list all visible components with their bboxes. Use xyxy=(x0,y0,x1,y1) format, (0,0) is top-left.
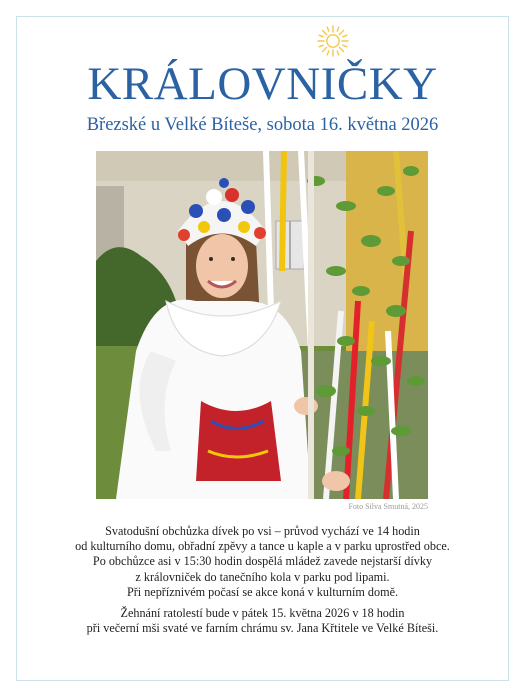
event-description xyxy=(0,524,525,636)
page-subtitle: Březské u Velké Bíteše, sobota 16. května 2026 xyxy=(86,115,439,135)
description-line: od kulturního domu, obřadní zpěvy a tance u kaple a v parku uprostřed obce. xyxy=(75,539,450,554)
photo-credit: Foto Silva Smutná, 2025 xyxy=(348,502,428,511)
sun-icon xyxy=(316,24,350,58)
description-line: z královniček do tanečního kola v parku pod lipami. xyxy=(135,569,390,584)
blessing-line: při večerní mši svaté ve farním chrámu sv. Jana Křtitele ve Velké Bíteši. xyxy=(86,621,439,636)
description-line: Po obchůzce asi v 15:30 hodin dospělá mládež zavede nejstarší dívky xyxy=(92,554,433,569)
event-photo xyxy=(96,151,428,499)
page-title: KRÁLOVNIČKY xyxy=(87,58,438,110)
description-line: Při nepříznivém počasí se akce koná v kulturním domě. xyxy=(126,584,399,599)
blessing-line: Žehnání ratolestí bude v pátek 15. května 2026 v 18 hodin xyxy=(120,606,405,621)
description-line: Svatodušní obchůzka dívek po vsi – průvod vychází ve 14 hodin xyxy=(105,524,420,538)
